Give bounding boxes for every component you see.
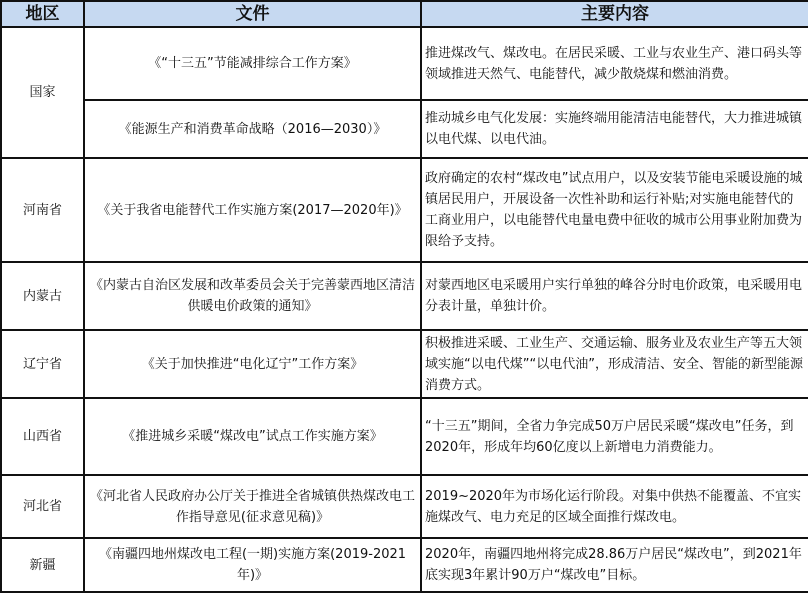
content-cell: 2020年，南疆四地州将完成28.86万户居民“煤改电”，到2021年底实现3年累计90万户“煤改电”目标。 — [421, 538, 808, 592]
region-cell: 河南省 — [1, 158, 84, 262]
content-cell: 2019~2020年为市场化运行阶段。对集中供热不能覆盖、不宜实施煤改气、电力充足的区域全面推行煤改电。 — [421, 475, 808, 538]
document-cell: 《南疆四地州煤改电工程(一期)实施方案(2019-2021年)》 — [84, 538, 421, 592]
content-cell: 政府确定的农村“煤改电”试点用户，以及安装节能电采暖设施的城镇居民用户，开展设备一次性补助和运行补贴;对实施电能替代的工商业用户，以电能替代电量电费中征收的城市公用事业附加费为限给予支持。 — [421, 158, 808, 262]
document-cell: 《“十三五”节能减排综合工作方案》 — [84, 27, 421, 100]
table-row — [1, 27, 808, 100]
region-cell: 山西省 — [1, 398, 84, 475]
region-cell: 新疆 — [1, 538, 84, 592]
region-cell: 辽宁省 — [1, 330, 84, 398]
table-row — [1, 330, 808, 398]
document-cell: 《推进城乡采暖“煤改电”试点工作实施方案》 — [84, 398, 421, 475]
table-row — [1, 398, 808, 475]
table-row — [1, 262, 808, 330]
content-cell: 推进煤改气、煤改电。在居民采暖、工业与农业生产、港口码头等领域推进天然气、电能替代，减少散烧煤和燃油消费。 — [421, 27, 808, 100]
table-row — [1, 475, 808, 538]
table-row — [1, 158, 808, 262]
header-region: 地区 — [1, 1, 84, 27]
document-cell: 《关于加快推进“电化辽宁”工作方案》 — [84, 330, 421, 398]
header-document: 文件 — [84, 1, 421, 27]
document-cell: 《关于我省电能替代工作实施方案(2017—2020年)》 — [84, 158, 421, 262]
content-cell: 积极推进采暖、工业生产、交通运输、服务业及农业生产等五大领域实施“以电代煤”“以电代油”，形成清洁、安全、智能的新型能源消费方式。 — [421, 330, 808, 398]
content-cell: “十三五”期间，全省力争完成50万户居民采暖“煤改电”任务，到2020年，形成年均60亿度以上新增电力消费能力。 — [421, 398, 808, 475]
document-cell: 《河北省人民政府办公厅关于推进全省城镇供热煤改电工作指导意见(征求意见稿)》 — [84, 475, 421, 538]
region-cell: 国家 — [1, 27, 84, 158]
content-cell: 推动城乡电气化发展：实施终端用能清洁电能替代，大力推进城镇以电代煤、以电代油。 — [421, 100, 808, 158]
content-cell: 对蒙西地区电采暖用户实行单独的峰谷分时电价政策，电采暖用电分表计量，单独计价。 — [421, 262, 808, 330]
document-cell: 《能源生产和消费革命战略（2016—2030）》 — [84, 100, 421, 158]
table-row — [1, 538, 808, 592]
header-content: 主要内容 — [421, 1, 808, 27]
document-cell: 《内蒙古自治区发展和改革委员会关于完善蒙西地区清洁供暖电价政策的通知》 — [84, 262, 421, 330]
region-cell: 河北省 — [1, 475, 84, 538]
header-row — [1, 1, 808, 27]
table-row — [1, 100, 808, 158]
region-cell: 内蒙古 — [1, 262, 84, 330]
